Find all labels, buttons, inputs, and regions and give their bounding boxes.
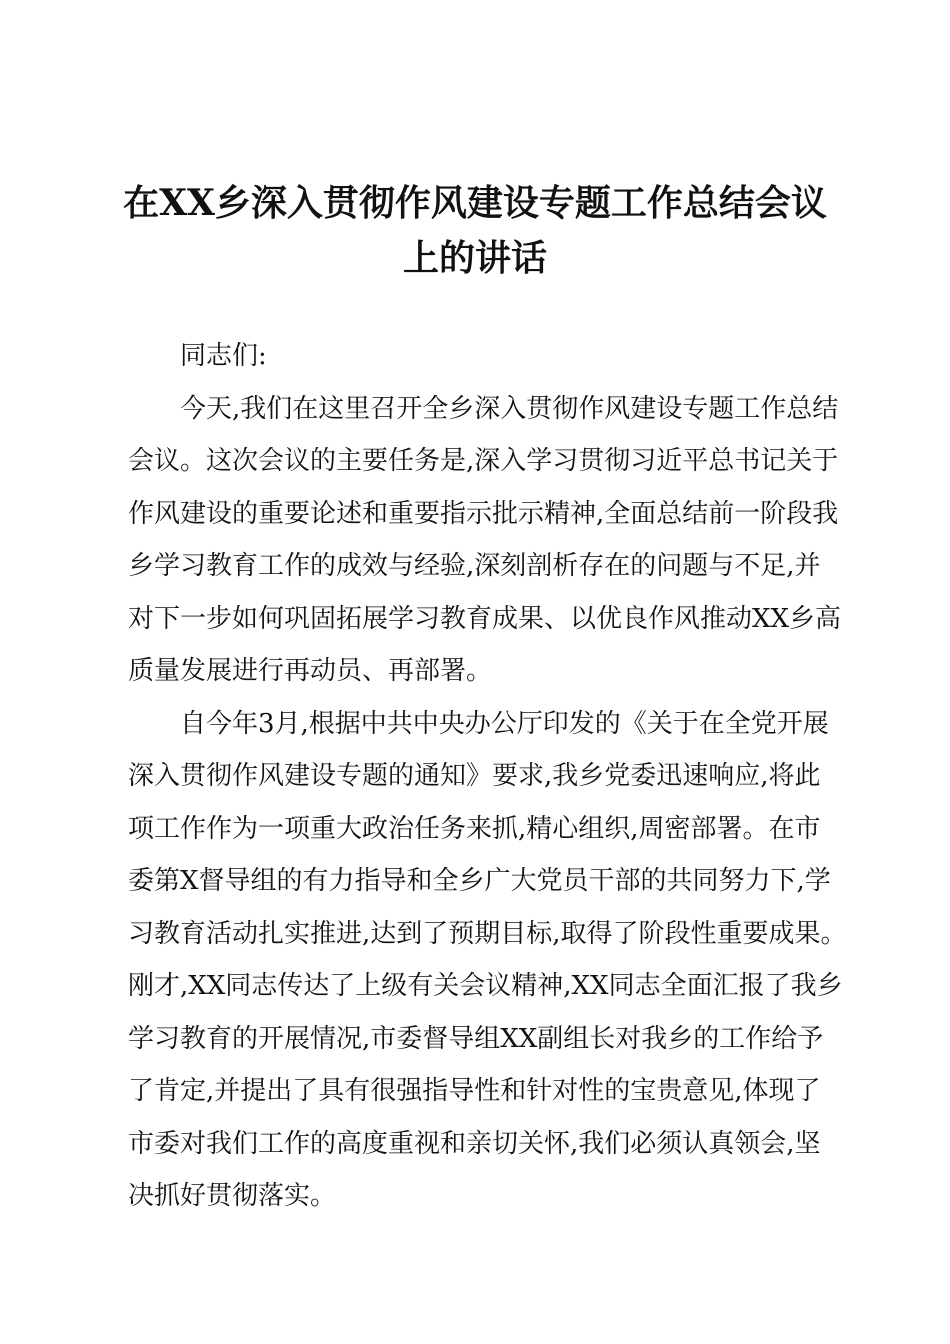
body-line: 今天,我们在这里召开全乡深入贯彻作风建设专题工作总结: [128, 393, 839, 424]
body-line: 市委对我们工作的高度重视和亲切关怀,我们必须认真领会,坚: [128, 1128, 821, 1159]
title-line-1: 在XX乡深入贯彻作风建设专题工作总结会议: [123, 182, 827, 224]
body-line: 乡学习教育工作的成效与经验,深刻剖析存在的问题与不足,并: [128, 551, 821, 581]
document-body: [128, 330, 847, 1223]
body-line: 委第X督导组的有力指导和全乡广大党员干部的共同努力下,学: [128, 866, 831, 896]
body-line: 刚才,XX同志传达了上级有关会议精神,XX同志全面汇报了我乡: [128, 971, 843, 1001]
body-line: 项工作作为一项重大政治任务来抓,精心组织,周密部署。在市: [128, 813, 821, 844]
body-line: 了肯定,并提出了具有很强指导性和针对性的宝贵意见,体现了: [128, 1076, 821, 1106]
body-line: 深入贯彻作风建设专题的通知》要求,我乡党委迅速响应,将此: [128, 761, 821, 791]
body-line: 会议。这次会议的主要任务是,深入学习贯彻习近平总书记关于: [128, 446, 839, 476]
document-title: [110, 176, 840, 286]
body-line: 对下一步如何巩固拓展学习教育成果、以优良作风推动XX乡高: [128, 603, 842, 634]
body-line: 决抓好贯彻落实。: [128, 1181, 337, 1211]
title-line-2: 上的讲话: [402, 237, 547, 279]
greeting-line: 同志们:: [128, 341, 267, 371]
body-line: 习教育活动扎实推进,达到了预期目标,取得了阶段性重要成果。: [128, 918, 847, 949]
body-line: 学习教育的开展情况,市委督导组XX副组长对我乡的工作给予: [128, 1023, 824, 1054]
body-line: 自今年3月,根据中共中央办公厅印发的《关于在全党开展: [128, 708, 829, 739]
body-line: 作风建设的重要论述和重要指示批示精神,全面总结前一阶段我: [128, 498, 839, 529]
body-line: 质量发展进行再动员、再部署。: [128, 656, 493, 686]
